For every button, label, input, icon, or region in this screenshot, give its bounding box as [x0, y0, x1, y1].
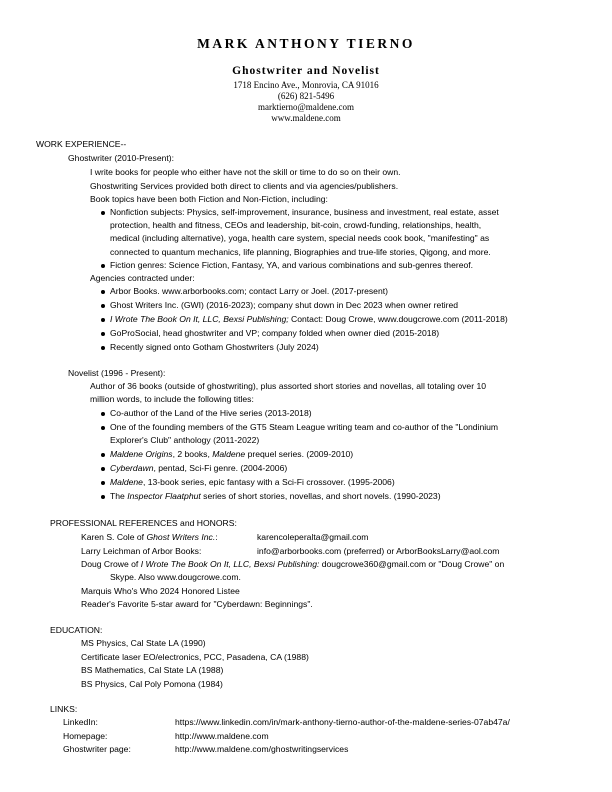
ghostwriter-p1: I write books for people who either have not the skill or time to do so on their own.	[90, 167, 401, 177]
resume-subtitle: Ghostwriter and Novelist	[232, 65, 380, 77]
topic-nonfiction-l4: connected to quantum mechanics, life planning, Biographies and true-life stories, Qigong, and more.	[110, 247, 491, 257]
novelist-p1-l1: Author of 36 books (outside of ghostwriting), plus assorted short stories and novellas, all totaling over 10	[90, 381, 487, 391]
bullet-icon	[101, 453, 105, 457]
title-maldene	[110, 477, 395, 488]
agency-gwi: Ghost Writers Inc. (GWI) (2016-2023); company shut down in Dec 2023 when owner retired	[110, 300, 459, 310]
title-flaatphut	[110, 491, 441, 502]
honor-readers-favorite: Reader's Favorite 5-star award for "Cyberdawn: Beginnings".	[81, 599, 313, 609]
title-maldene-origins-series: Maldene	[212, 449, 246, 459]
title-gt5-l1: One of the founding members of the GT5 Steam League writing team and co-author of the "Londinium	[110, 422, 499, 432]
references-heading: PROFESSIONAL REFERENCES and HONORS:	[50, 518, 237, 528]
bullet-icon	[101, 481, 105, 485]
work-heading: WORK EXPERIENCE--	[36, 139, 127, 149]
edu-certificate: Certificate laser EO/electronics, PCC, Pasadena, CA (1988)	[81, 652, 309, 662]
bullet-icon	[101, 495, 105, 499]
ref-karen-colon: :	[215, 532, 218, 542]
title-flaatphut-rest: series of short stories, novellas, and short novels. (1990-2023)	[200, 491, 441, 501]
ref-doug-label	[81, 559, 504, 570]
contact-email[interactable]: marktierno@maldene.com	[257, 102, 354, 112]
topic-fiction: Fiction genres: Science Fiction, Fantasy, YA, and various combinations and sub-genres thereof.	[110, 260, 474, 270]
contact-website[interactable]: www.maldene.com	[271, 113, 341, 123]
title-cyberdawn-name: Cyberdawn	[110, 463, 154, 473]
topic-nonfiction-l2: protection, health and fitness, CEOs and leadership, bit-coin, crowd-funding, relationships, health,	[110, 220, 482, 230]
title-maldene-origins-mid: , 2 books,	[172, 449, 213, 459]
ref-karen-name: Karen S. Cole of	[81, 532, 147, 542]
title-maldene-origins-name: Maldene Origins	[110, 449, 173, 459]
bullet-icon	[101, 467, 105, 471]
ref-larry-label: Larry Leichman of Arbor Books:	[81, 546, 202, 556]
ref-doug-email[interactable]: dougcrowe360@gmail.com or "Doug Crowe" on	[319, 559, 505, 569]
ref-doug-company: I Wrote The Book On It, LLC, Bexsi Publishing:	[140, 559, 320, 569]
link-ghostwriter-label: Ghostwriter page:	[63, 744, 131, 754]
ref-karen-label	[81, 532, 218, 543]
links-heading: LINKS:	[50, 704, 78, 714]
resume-name: MARK ANTHONY TIERNO	[197, 36, 415, 51]
bullet-icon	[101, 426, 105, 430]
title-cyberdawn-rest: , pentad, Sci-Fi genre. (2004-2006)	[153, 463, 288, 473]
title-flaatphut-name: Inspector Flaatphut	[127, 491, 201, 501]
bullet-icon	[101, 346, 105, 350]
education-heading: EDUCATION:	[50, 625, 103, 635]
link-homepage-label: Homepage:	[63, 731, 108, 741]
agency-iwrote-name: I Wrote The Book On It, LLC, Bexsi Publishing;	[110, 314, 289, 324]
bullet-icon	[101, 412, 105, 416]
ref-karen-company: Ghost Writers Inc.	[146, 532, 216, 542]
title-gt5-l2: Explorer's Club" anthology (2011-2022)	[110, 435, 260, 445]
bullet-icon	[101, 304, 105, 308]
title-hive: Co-author of the Land of the Hive series (2013-2018)	[110, 408, 312, 418]
title-flaatphut-pre: The	[110, 491, 128, 501]
honor-whos-who: Marquis Who's Who 2024 Honored Listee	[81, 586, 240, 596]
novelist-title: Novelist (1996 - Present):	[68, 368, 166, 378]
agency-goprosocial: GoProSocial, head ghostwriter and VP; company folded when owner died (2015-2018)	[110, 328, 440, 338]
agency-iwrote-contact: Contact: Doug Crowe, www.dougcrowe.com (2011-2018)	[288, 314, 508, 324]
agency-iwrote	[110, 314, 508, 325]
ghostwriter-p3: Book topics have been both Fiction and Non-Fiction, including:	[90, 194, 328, 204]
link-ghostwriter-url[interactable]: http://www.maldene.com/ghostwritingservices	[175, 744, 349, 754]
ref-doug-skype: Skype. Also www.dougcrowe.com.	[110, 572, 241, 582]
edu-bs-physics: BS Physics, Cal Poly Pomona (1984)	[81, 679, 223, 689]
agency-arbor: Arbor Books. www.arborbooks.com; contact Larry or Joel. (2017-present)	[110, 286, 388, 296]
title-maldene-origins	[110, 449, 353, 460]
title-cyberdawn	[110, 463, 287, 474]
ref-larry-email[interactable]: info@arborbooks.com (preferred) or ArborBooksLarry@aol.com	[257, 546, 500, 556]
bullet-icon	[101, 211, 105, 215]
contact-address: 1718 Encino Ave., Monrovia, CA 91016	[233, 80, 379, 90]
topic-nonfiction-l3: medical (including alternative), yoga, health care system, special needs cook book, "manifesting" as	[110, 233, 490, 243]
link-linkedin-label: LinkedIn:	[63, 717, 98, 727]
agencies-label: Agencies contracted under:	[90, 273, 195, 283]
agency-gotham: Recently signed onto Gotham Ghostwriters (July 2024)	[110, 342, 319, 352]
bullet-icon	[101, 318, 105, 322]
title-maldene-rest: , 13-book series, epic fantasy with a Sci-Fi crossover. (1995-2006)	[142, 477, 395, 487]
ref-doug-name: Doug Crowe of	[81, 559, 141, 569]
ghostwriter-p2: Ghostwriting Services provided both direct to clients and via agencies/publishers.	[90, 181, 399, 191]
novelist-p1-l2: million words, to include the following titles:	[90, 394, 254, 404]
bullet-icon	[101, 332, 105, 336]
ghostwriter-title: Ghostwriter (2010-Present):	[68, 153, 175, 163]
edu-ms-physics: MS Physics, Cal State LA (1990)	[81, 638, 206, 648]
contact-phone: (626) 821-5496	[277, 91, 335, 101]
title-maldene-name: Maldene	[110, 477, 143, 487]
bullet-icon	[101, 264, 105, 268]
edu-bs-math: BS Mathematics, Cal State LA (1988)	[81, 665, 224, 675]
topic-nonfiction-l1: Nonfiction subjects: Physics, self-improvement, insurance, business and investment, real estate, asset	[110, 207, 499, 217]
link-homepage-url[interactable]: http://www.maldene.com	[175, 731, 269, 741]
ref-karen-email[interactable]: karencoleperalta@gmail.com	[257, 532, 369, 542]
bullet-icon	[101, 290, 105, 294]
link-linkedin-url[interactable]: https://www.linkedin.com/in/mark-anthony-tierno-author-of-the-maldene-series-07ab47a/	[175, 717, 510, 727]
title-maldene-origins-rest: prequel series. (2009-2010)	[245, 449, 354, 459]
